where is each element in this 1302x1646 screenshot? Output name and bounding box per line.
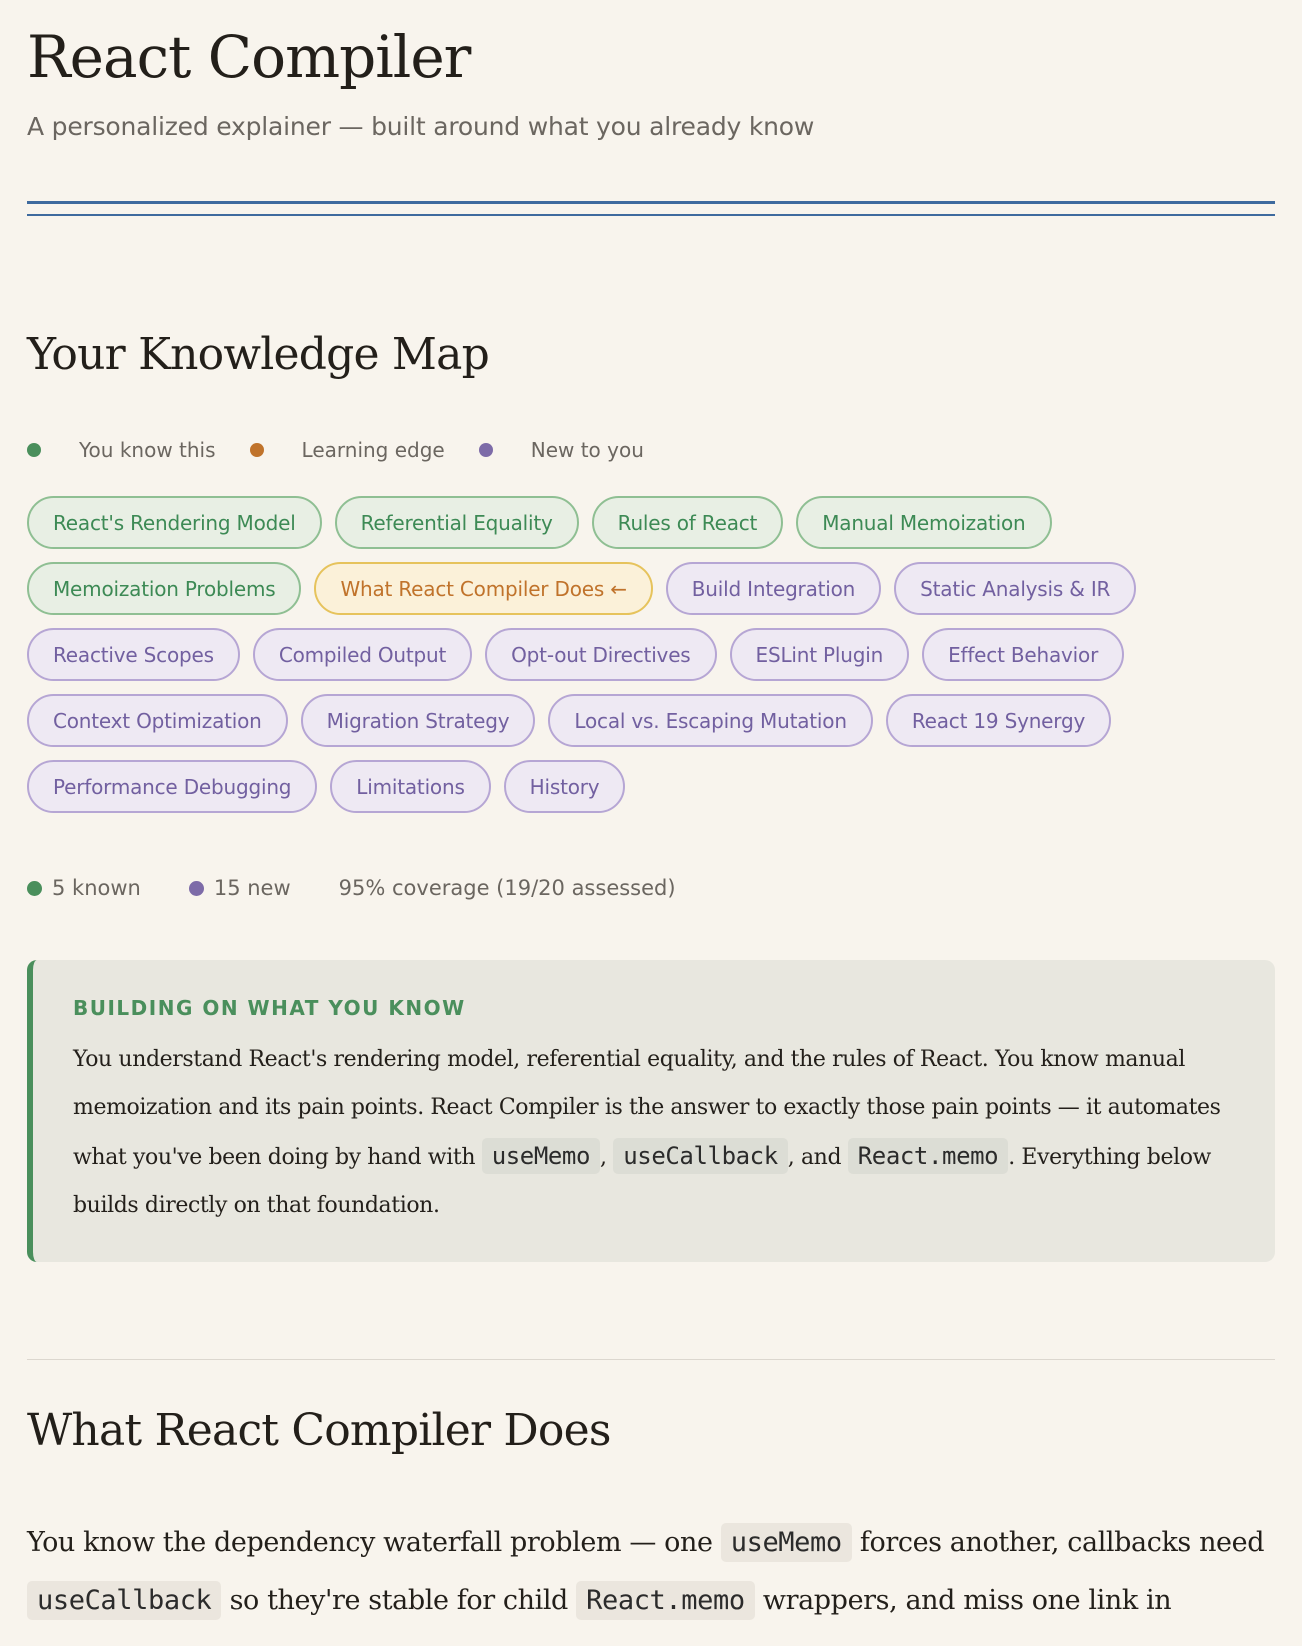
legend-new bbox=[479, 438, 644, 462]
topic-chip[interactable]: History bbox=[504, 760, 626, 813]
edge-dot-icon bbox=[250, 443, 264, 457]
paragraph-part: so they're stable for child bbox=[221, 1585, 577, 1616]
known-dot-icon bbox=[27, 443, 41, 457]
knowledge-stats bbox=[27, 876, 724, 900]
topic-chip[interactable]: Effect Behavior bbox=[922, 628, 1124, 681]
header-divider-thin bbox=[27, 214, 1275, 216]
inline-code: useMemo bbox=[482, 1138, 600, 1174]
topic-chip[interactable]: Local vs. Escaping Mutation bbox=[548, 694, 872, 747]
topic-chip[interactable]: ESLint Plugin bbox=[730, 628, 910, 681]
callout-text-part: , bbox=[600, 1145, 614, 1170]
building-on-callout bbox=[27, 960, 1275, 1262]
inline-code: useCallback bbox=[27, 1581, 221, 1620]
topic-chip[interactable]: Limitations bbox=[330, 760, 490, 813]
topic-chip[interactable]: Memoization Problems bbox=[27, 562, 301, 615]
topic-chip[interactable]: Compiled Output bbox=[253, 628, 472, 681]
topic-chip-current[interactable]: What React Compiler Does ← bbox=[314, 562, 652, 615]
paragraph-part: You know the dependency waterfall problem — one bbox=[27, 1527, 721, 1558]
topic-chip[interactable]: React's Rendering Model bbox=[27, 496, 322, 549]
new-dot-icon bbox=[189, 881, 204, 896]
callout-text bbox=[73, 1036, 1235, 1230]
knowledge-legend bbox=[27, 438, 678, 462]
stat-known-label: 5 known bbox=[52, 876, 141, 900]
section-paragraph bbox=[27, 1514, 1275, 1630]
topic-chip[interactable]: Manual Memoization bbox=[796, 496, 1051, 549]
known-dot-icon bbox=[27, 881, 42, 896]
topic-chip[interactable]: Referential Equality bbox=[335, 496, 579, 549]
topic-chip[interactable]: Opt-out Directives bbox=[485, 628, 716, 681]
topic-chip[interactable]: Migration Strategy bbox=[301, 694, 536, 747]
topic-chip[interactable]: Context Optimization bbox=[27, 694, 288, 747]
stat-coverage bbox=[339, 876, 676, 900]
topic-chip[interactable]: Reactive Scopes bbox=[27, 628, 240, 681]
topic-chip[interactable]: Build Integration bbox=[666, 562, 881, 615]
topic-chip[interactable]: Static Analysis & IR bbox=[894, 562, 1136, 615]
stat-new-label: 15 new bbox=[213, 876, 291, 900]
inline-code: React.memo bbox=[576, 1581, 755, 1620]
inline-code: useMemo bbox=[721, 1523, 852, 1562]
inline-code: React.memo bbox=[848, 1138, 1009, 1174]
callout-text-part: You understand React's rendering model, referential equality, and the rules of React. You know manual memoization and its pain points. React Compiler is the answer to exactly those pain points — it automates what you've been doing by hand with bbox=[73, 1047, 1221, 1170]
page-subtitle: A personalized explainer — built around what you already know bbox=[27, 112, 815, 141]
callout-text-part: , and bbox=[787, 1145, 848, 1170]
knowledge-map-title: Your Knowledge Map bbox=[27, 329, 489, 380]
legend-known bbox=[27, 438, 216, 462]
topic-chip[interactable]: Performance Debugging bbox=[27, 760, 317, 813]
paragraph-part: forces another, callbacks need bbox=[851, 1527, 1265, 1558]
topic-chip[interactable]: Rules of React bbox=[592, 496, 784, 549]
legend-label: Learning edge bbox=[301, 438, 445, 462]
callout-text-part: . Everything below builds directly on that foundation. bbox=[73, 1145, 1211, 1218]
stat-coverage-label: 95% coverage (19/20 assessed) bbox=[338, 876, 676, 900]
legend-edge bbox=[250, 438, 445, 462]
section-divider bbox=[27, 1359, 1275, 1360]
legend-label: You know this bbox=[79, 438, 216, 462]
section-title: What React Compiler Does bbox=[27, 1405, 611, 1456]
callout-heading: BUILDING ON WHAT YOU KNOW bbox=[73, 996, 466, 1020]
legend-label: New to you bbox=[530, 438, 644, 462]
new-dot-icon bbox=[479, 443, 493, 457]
topic-chip[interactable]: React 19 Synergy bbox=[886, 694, 1111, 747]
page-title: React Compiler bbox=[27, 23, 471, 91]
topic-chips bbox=[27, 496, 1275, 813]
paragraph-part: wrappers, and miss one link in bbox=[754, 1585, 1172, 1616]
inline-code: useCallback bbox=[613, 1138, 788, 1174]
stat-new bbox=[189, 876, 291, 900]
header-divider-thick bbox=[27, 201, 1275, 204]
stat-known bbox=[27, 876, 141, 900]
